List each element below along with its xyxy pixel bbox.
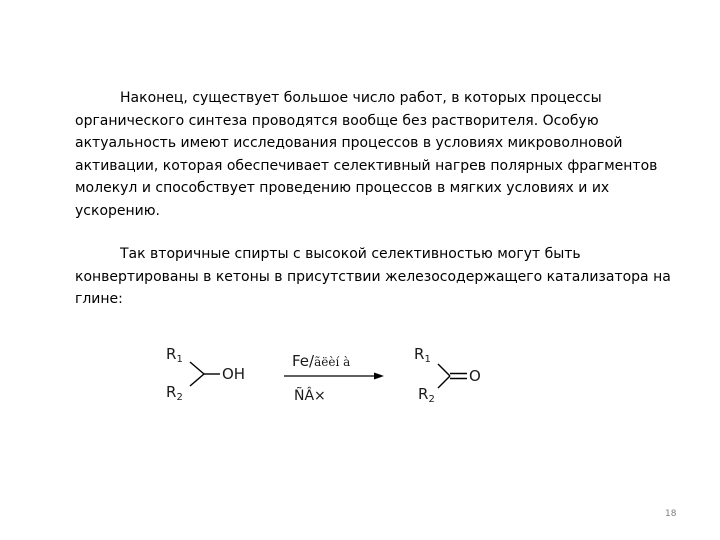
text-line: конвертированы в кетоны в присутствии железосодержащего катализатора на — [75, 268, 671, 285]
paragraph-alcohols — [75, 243, 680, 311]
product-r1-label: $R_1$ — [414, 345, 431, 365]
bond-r2 — [190, 374, 204, 386]
reactant-r2-label: $R_2$ — [166, 383, 183, 403]
text-line: активации, которая обеспечивает селективный нагрев полярных фрагментов — [75, 157, 658, 174]
bond-r2-product — [438, 376, 450, 388]
hydroxyl-label: OH — [222, 365, 246, 383]
reaction-scheme — [160, 340, 500, 410]
text-line: актуальность имеют исследования процессов в условиях микроволновой — [75, 135, 623, 151]
text-line: ускорению. — [75, 202, 160, 219]
text-line: Так вторичные спирты с высокой селективностью могут быть — [120, 246, 581, 262]
paragraph-microwave — [75, 87, 680, 222]
conditions-label: ÑÂ× — [294, 388, 326, 404]
bond-r1 — [190, 362, 204, 374]
page-number: 18 — [665, 509, 677, 519]
carbonyl-oxygen-label: O — [469, 367, 481, 385]
reactant-r1-label: $R_1$ — [166, 345, 183, 365]
reaction-arrow — [284, 352, 384, 404]
text-line: глине: — [75, 291, 123, 307]
reactant-alcohol — [166, 345, 245, 403]
text-line: органического синтеза проводятся вообще без растворителя. Особую — [75, 112, 599, 129]
bond-r1-product — [438, 364, 450, 376]
text-line: молекул и способствует проведению процессов в мягких условиях и их — [75, 180, 610, 196]
product-r2-label: $R_2$ — [418, 385, 435, 405]
product-ketone — [414, 345, 481, 405]
text-line: Наконец, существует большое число работ, в которых процессы — [120, 90, 602, 106]
arrow-head — [374, 373, 384, 380]
catalyst-label: Fe/ãëèí à — [292, 352, 351, 370]
